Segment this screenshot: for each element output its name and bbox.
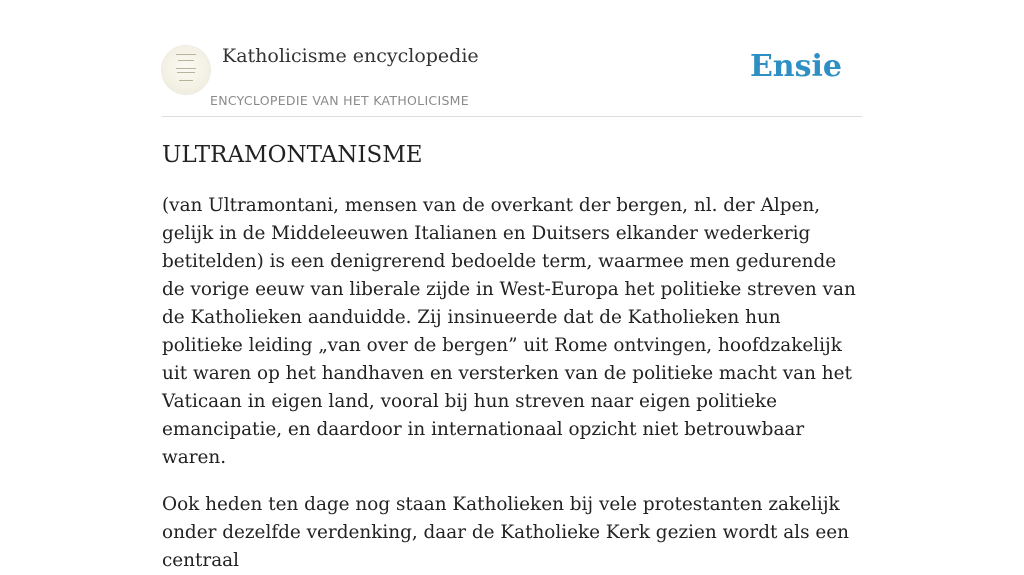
site-subtitle: ENCYCLOPEDIE VAN HET KATHOLICISME: [210, 93, 469, 108]
ensie-logo-link[interactable]: Ensie: [749, 49, 842, 84]
encyclopedia-cover-icon[interactable]: [162, 46, 210, 94]
article-paragraph: (van Ultramontani, mensen van de overkant der bergen, nl. der Alpen, gelijk in de Middeleeuwen Italianen en Duitsers elkander wederkerig betitelden) is een denigrerend bedoelde term, waarmee men gedurende de vorige eeuw van liberale zijde in West-Europa het politieke streven van de Katholieken aanduidde. Zij insinueerde dat de Katholieken hun politieke leiding „van over de bergen” uit Rome ontvingen, hoofdzakelijk uit waren op het handhaven en versterken van de politieke macht van het Vaticaan in eigen land, vooral bij hun streven naar eigen politieke emancipatie, en daardoor in internationaal opzicht niet betrouwbaar waren.: [162, 195, 856, 468]
site-title[interactable]: Katholicisme encyclopedie: [222, 45, 479, 67]
article: [162, 138, 862, 575]
article-title: ULTRAMONTANISME: [162, 142, 423, 168]
article-paragraph: Ook heden ten dage nog staan Katholieken bij vele protestanten zakelijk onder dezelfde verdenking, daar de Katholieke Kerk gezien wordt als een centraal: [162, 494, 849, 571]
site-header: [162, 0, 862, 117]
